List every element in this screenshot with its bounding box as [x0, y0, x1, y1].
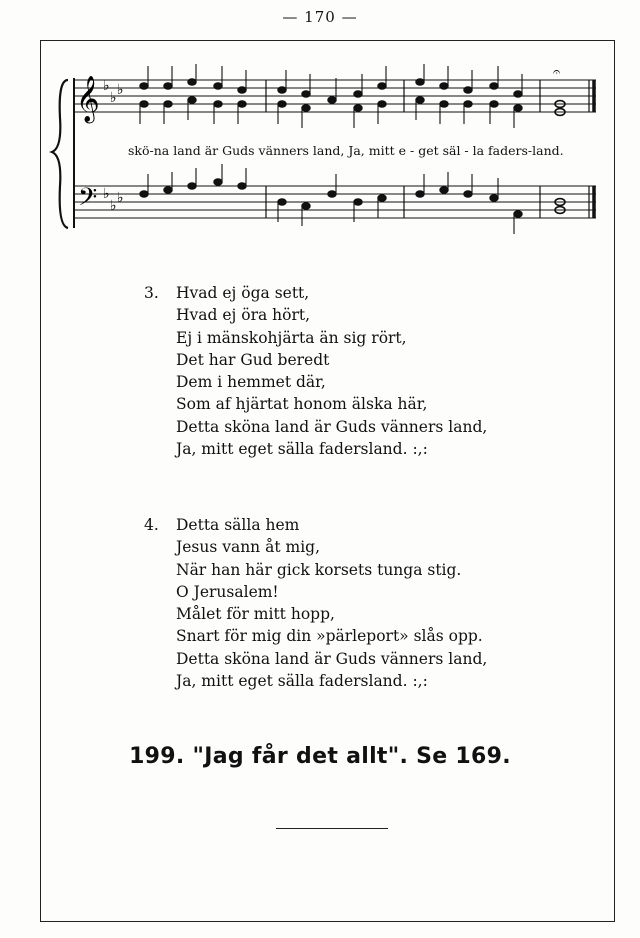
verse-line: Detta sälla hem — [176, 516, 300, 534]
svg-text:♭: ♭ — [110, 198, 117, 214]
verse-4 — [146, 514, 487, 692]
bass-notes — [140, 164, 565, 234]
svg-text:♭: ♭ — [117, 82, 124, 98]
verse-line: Snart för mig din »pärleport» slås opp. — [176, 627, 483, 646]
system-brace-icon — [52, 80, 68, 228]
verse-number: 4. — [144, 516, 159, 534]
verse-line: Dem i hemmet där, — [176, 373, 326, 392]
verse-line: Detta sköna land är Guds vänners land, — [176, 649, 488, 668]
verse-3 — [146, 282, 487, 460]
page-number: — 170 — — [282, 8, 358, 26]
bass-clef-icon: 𝄢 — [78, 183, 98, 218]
music-score — [0, 0, 640, 260]
svg-text:♭: ♭ — [117, 190, 124, 206]
svg-text:♭: ♭ — [103, 186, 110, 202]
verse-line: Ja, mitt eget sälla fadersland. :,: — [176, 440, 428, 459]
verse-number: 3. — [144, 284, 159, 302]
verse-line: Ej i mänskohjärta än sig rört, — [176, 328, 407, 347]
verse-line: När han här gick korsets tunga stig. — [176, 560, 462, 579]
verse-line: Hvad ej öga sett, — [176, 284, 310, 302]
verse-line: Ja, mitt eget sälla fadersland. :,: — [176, 672, 428, 691]
verse-line: O Jerusalem! — [176, 582, 279, 601]
svg-text:♭: ♭ — [110, 90, 117, 106]
verse-line: Detta sköna land är Guds vänners land, — [176, 417, 488, 436]
verse-line: Som af hjärtat honom älska här, — [176, 395, 428, 414]
verse-line: Hvad ej öra hört, — [176, 306, 311, 325]
next-hymn-reference: 199. "Jag får det allt". Se 169. — [129, 744, 511, 769]
treble-clef-icon: 𝄞 — [76, 76, 100, 122]
verse-line: Det har Gud beredt — [176, 350, 330, 369]
fermata-icon: 𝄐 — [553, 65, 561, 80]
lyric-line: skö-na land är Guds vänners land, Ja, mitt e - get säl - la faders-land. — [128, 143, 564, 158]
verse-line: Jesus vann åt mig, — [176, 538, 320, 557]
divider-rule — [276, 828, 388, 829]
svg-text:♭: ♭ — [103, 78, 110, 94]
verse-line: Målet för mitt hopp, — [176, 605, 335, 624]
